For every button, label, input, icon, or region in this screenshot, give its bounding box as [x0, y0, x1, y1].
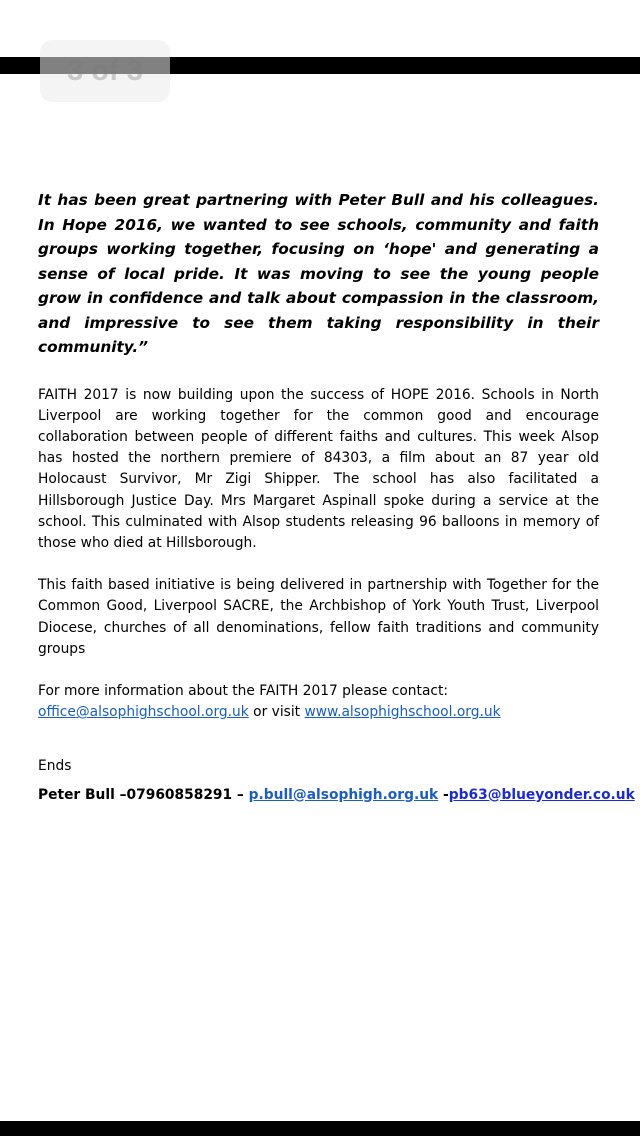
faith-2017-paragraph: FAITH 2017 is now building upon the success of HOPE 2016. Schools in North Liverpool are working together for the common good and encourage collaboration between people of different faiths and cultures. This week Alsop has hosted the northern premiere of 84303, a film about an 87 year old Holocaust Survivor, Mr Zigi Shipper. The school has also facilitated a Hillsborough Justice Day. Mrs Margaret Aspinall spoke during a service at the school. This culminated with Alsop students releasing 96 balloons in memory of those who died at Hillsborough. [38, 386, 599, 551]
contact-name-phone: Peter Bull –07960858291 – [38, 786, 249, 803]
contact-line [38, 785, 635, 806]
document-body [38, 188, 635, 819]
contact-separator: - [438, 786, 449, 803]
more-info-paragraph [38, 681, 599, 723]
more-info-lead: For more information about the FAITH 2017 please contact: [38, 682, 449, 699]
or-visit-text: or visit [248, 704, 305, 721]
website-link[interactable]: www.alsophighschool.org.uk [304, 704, 501, 721]
office-email-link[interactable]: office@alsophighschool.org.uk [38, 704, 249, 721]
ends-label: Ends [38, 758, 72, 775]
pbull-email-link[interactable]: p.bull@alsophigh.org.uk [248, 786, 439, 803]
quote-paragraph: It has been great partnering with Peter Bull and his colleagues. In Hope 2016, we wanted to see schools, community and faith groups working together, focusing on ‘hope' and generating a sense of local pride. It was moving to see the young people grow in confidence and talk about compassion in the classroom, and impressive to see them taking responsibility in their community.” [38, 191, 599, 356]
bottom-black-bar [0, 1121, 640, 1136]
blueyonder-email-link[interactable]: pb63@blueyonder.co.uk [448, 786, 635, 803]
partnership-paragraph: This faith based initiative is being delivered in partnership with Together for the Common Good, Liverpool SACRE, the Archbishop of York Youth Trust, Liverpool Diocese, churches of all denominations, fellow faith traditions and community groups [38, 577, 599, 657]
page-indicator: 3 of 3 [40, 40, 170, 102]
